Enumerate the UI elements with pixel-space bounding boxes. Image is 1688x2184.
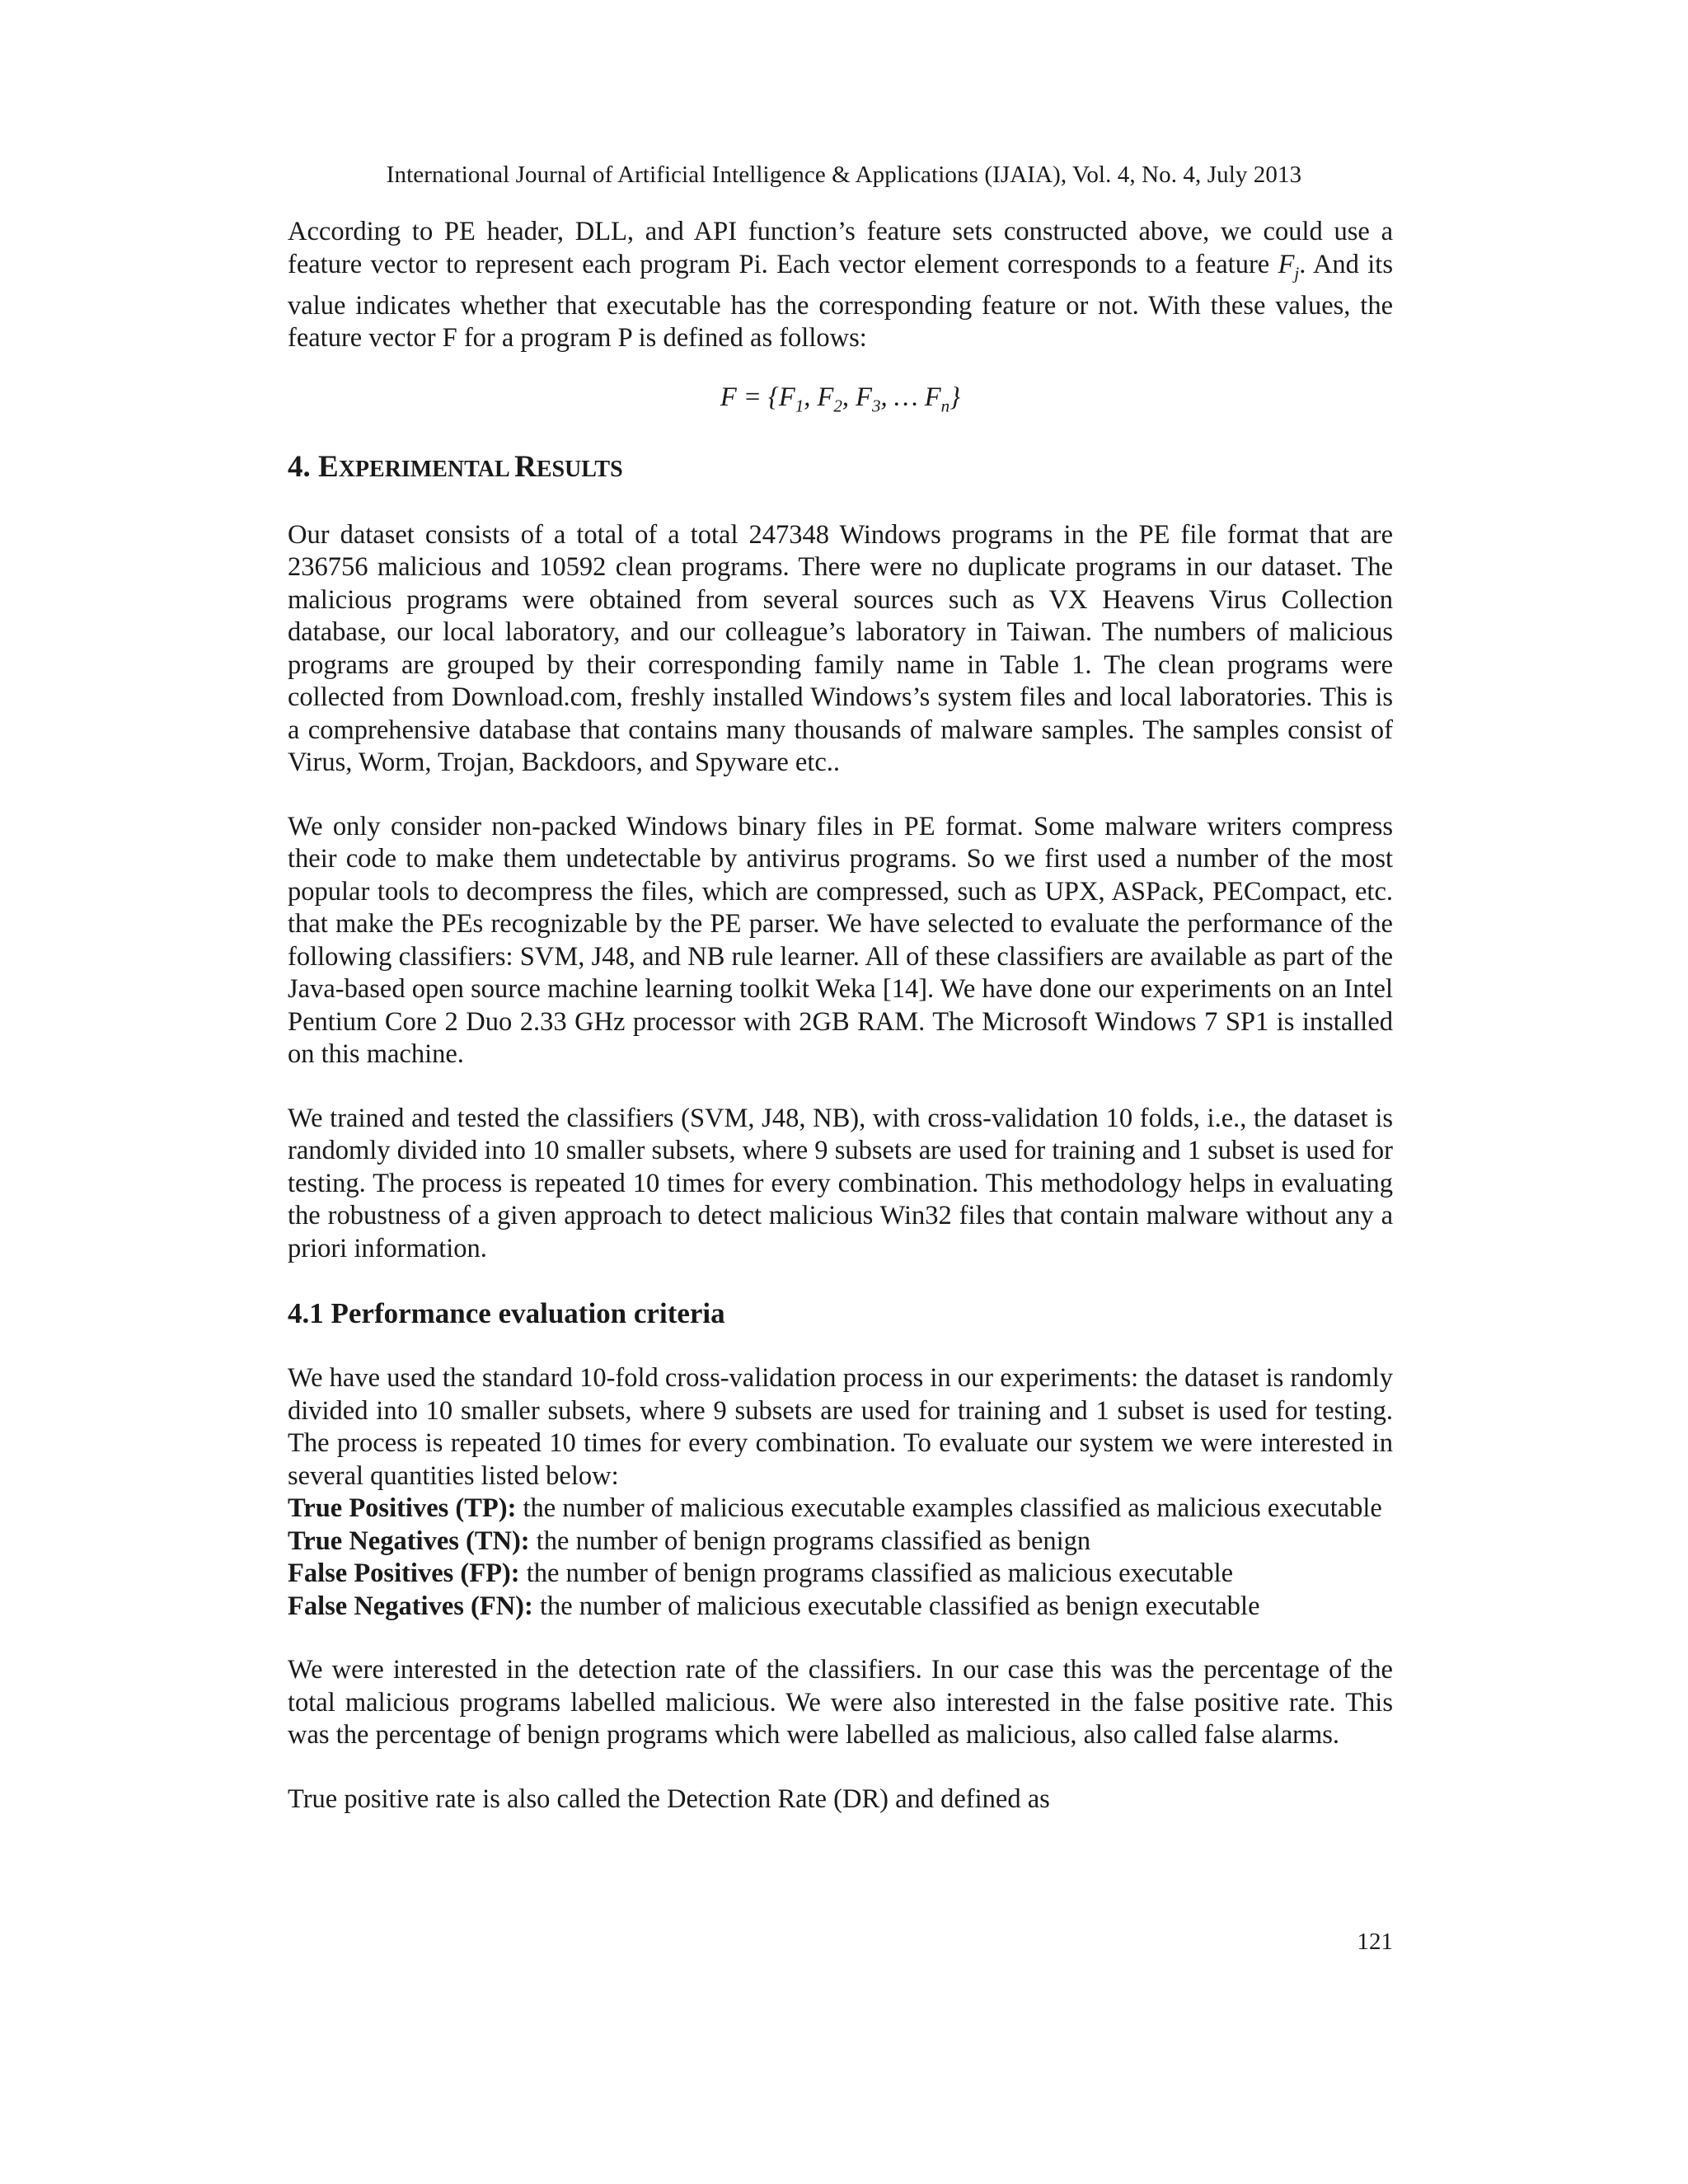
intro-text-before: According to PE header, DLL, and API function’s feature sets constructed above, we could use a feature vector to represent each program Pi. Each vector element corresponds to a feature [288,217,1393,279]
evaluation-paragraph: We have used the standard 10-fold cross-validation process in our experiments: the dataset is randomly divided into 10 smaller subsets, where 9 subsets are used for training and 1 subset is used for testing. The process is repeated 10 times for every combination. To evaluate our system we were interested in several quantities listed below: [288,1363,1393,1491]
definition-term: False Negatives (FN): [288,1591,533,1621]
equation-sep-2: , [842,382,856,412]
equation-term-2: F [817,382,834,412]
definition-text: the number of benign programs classified as benign [529,1526,1091,1556]
intro-paragraph [288,216,1393,355]
definition-text: the number of benign programs classified as malicious executable [519,1558,1234,1588]
subsection-heading: 4.1 Performance evaluation criteria [288,1297,725,1329]
definition-item [288,1526,1393,1558]
definition-item [288,1493,1393,1526]
page-number: 121 [1357,1929,1393,1955]
definition-text: the number of malicious executable classified as benign executable [532,1591,1260,1621]
feature-vector-equation [288,382,1393,423]
tpr-paragraph: True positive rate is also called the Detection Rate (DR) and defined as [288,1783,1050,1814]
equation-term-n: F [924,382,941,412]
section-title-cap-2: R [514,449,537,484]
definition-item [288,1558,1393,1591]
section-title-cap-1: E [318,449,339,484]
definitions-list [288,1493,1393,1623]
definition-item [288,1591,1393,1624]
equation-sep-1: , [804,382,818,412]
definition-term: True Negatives (TN): [288,1526,530,1556]
main-content [288,216,1393,1816]
definition-term: False Positives (FP): [288,1558,520,1588]
section-number: 4. [288,449,318,484]
running-header: International Journal of Artificial Intelligence & Applications (IJAIA), Vol. 4, No. 4, July 2013 [386,162,1302,188]
section-heading [288,449,1393,488]
preprocessing-paragraph: We only consider non-packed Windows binary files in PE format. Some malware writers compress their code to make them undetectable by antivirus programs. So we first used a number of the most popular tools to decompress the files, which are compressed, such as UPX, ASPack, PECompact, etc. that make the PEs recognizable by the PE parser. We have selected to evaluate the performance of the following classifiers: SVM, J48, and NB rule learner. All of these classifiers are available as part of the Java-based open source machine learning toolkit Weka [14]. We have done our experiments on an Intel Pentium Core 2 Duo 2.33 GHz processor with 2GB RAM. The Microsoft Windows 7 SP1 is installed on this machine. [288,811,1393,1069]
definition-text: the number of malicious executable examples classified as malicious executable [516,1493,1382,1523]
section-title-rest-2: ESULTS [536,456,623,482]
equation-sub-1: 1 [795,396,804,415]
section-title-rest-1: XPERIMENTAL [338,456,515,482]
equation-term-1: F [778,382,795,412]
equation-sub-3: 3 [871,396,881,415]
equation-term-3: F [856,382,872,412]
feature-symbol: F [1278,249,1295,279]
equation-rhs: } [950,382,961,412]
definition-term: True Positives (TP): [288,1493,517,1523]
equation-sub-n: n [940,396,950,415]
equation-lhs: F = { [720,382,779,412]
equation-sep-3: , … [880,382,925,412]
training-paragraph: We trained and tested the classifiers (SVM, J48, NB), with cross-validation 10 folds, i.e., the dataset is randomly divided into 10 smaller subsets, where 9 subsets are used for training and 1 subset is used for testing. The process is repeated 10 times for every combination. This methodology helps in evaluating the robustness of a given approach to detect malicious Win32 files that contain malware without any a priori information. [288,1103,1393,1263]
equation-sub-2: 2 [833,396,842,415]
feature-subscript: j [1294,263,1300,283]
detection-rate-paragraph: We were interested in the detection rate of the classifiers. In our case this was the percentage of the total malicious programs labelled malicious. We were also interested in the false positive rate. This was the percentage of benign programs which were labelled as malicious, also called false alarms. [288,1655,1393,1750]
intro-text-after: . And its value indicates whether that executable has the corresponding feature or not. With these values, the feature vector F for a program P is defined as follows: [288,249,1393,353]
dataset-paragraph: Our dataset consists of a total of a total 247348 Windows programs in the PE file format that are 236756 malicious and 10592 clean programs. There were no duplicate programs in our dataset. The malicious programs were obtained from several sources such as VX Heavens Virus Collection database, our local laboratory, and our colleague’s laboratory in Taiwan. The numbers of malicious programs are grouped by their corresponding family name in Table 1. The clean programs were collected from Download.com, freshly installed Windows’s system files and local laboratories. This is a comprehensive database that contains many thousands of malware samples. The samples consist of Virus, Worm, Trojan, Backdoors, and Spyware etc.. [288,519,1393,777]
